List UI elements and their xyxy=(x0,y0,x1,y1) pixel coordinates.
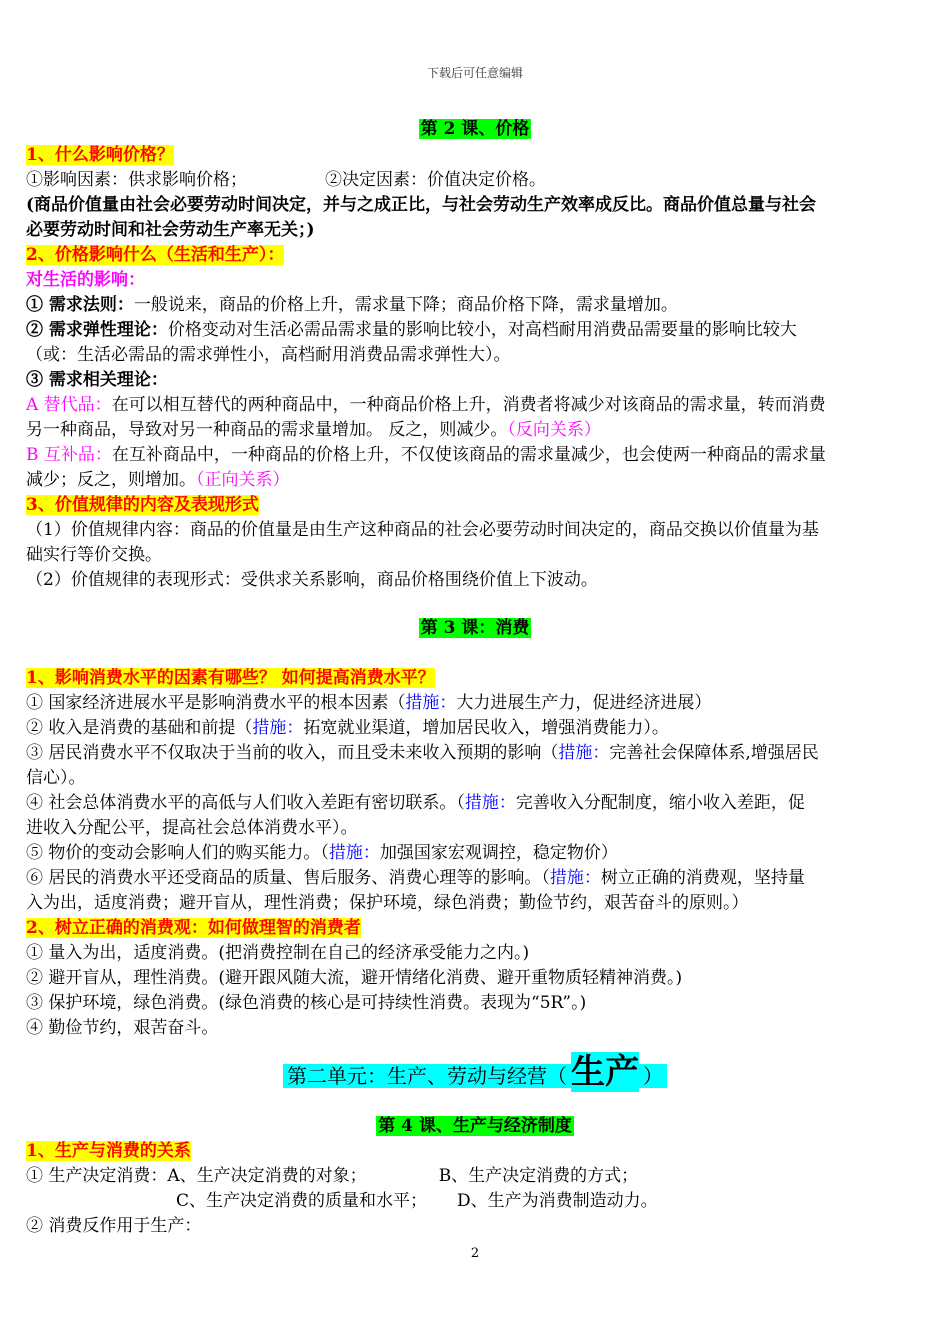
consumption-factor-1: ① 国家经济进展水平是影响消费水平的根本因素（措施：大力进展生产力，促进经济进展） xyxy=(26,693,712,713)
consumption-factor-5: ⑤ 物价的变动会影响人们的购买能力。（措施：加强国家宏观调控，稳定物价） xyxy=(26,843,618,863)
value-law-line-1: （1）价值规律内容：商品的价值量是由生产这种商品的社会必要劳动时间决定的，商品交换以价值量为基 xyxy=(26,520,819,540)
page-number: 2 xyxy=(470,1246,480,1261)
consumer-principle-1: ① 量入为出，适度消费。(把消费控制在自己的经济承受能力之内。) xyxy=(26,943,530,963)
elasticity-line: ② 需求弹性理论：价格变动对生活必需品需求量的影响比较小，对高档耐用消费品需要量的影响比较大 xyxy=(26,320,797,340)
complement-line-2: 减少；反之，则增加。（正向关系） xyxy=(26,470,290,490)
question-3-heading: 3、价值规律的内容及表现形式 xyxy=(26,495,259,515)
consumption-factor-6: ⑥ 居民的消费水平还受商品的质量、售后服务、消费心理等的影响。（措施：树立正确的消费观，坚持量 xyxy=(26,868,805,888)
consumer-principle-2: ② 避开盲从，理性消费。(避开跟风随大流，避开情绪化消费、避开重物质轻精神消费。) xyxy=(26,968,683,988)
consumer-principle-3: ③ 保护环境，绿色消费。(绿色消费的核心是可持续性消费。表现为“5R”。) xyxy=(26,993,587,1013)
consumption-factor-3: ③ 居民消费水平不仅取决于当前的收入，而且受未来收入预期的影响（措施：完善社会保障体系,增强居民 xyxy=(26,743,819,763)
production-relation-line-3: ② 消费反作用于生产： xyxy=(26,1216,202,1236)
consumption-factor-4-cont: 进收入分配公平，提高社会总体消费水平）。 xyxy=(26,818,358,838)
consumption-factor-4: ④ 社会总体消费水平的高低与人们收入差距有密切联系。（措施：完善收入分配制度，缩小收入差距，促 xyxy=(26,793,805,813)
page-header: 下载后可任意编辑 xyxy=(426,66,523,80)
related-demand-heading: ③ 需求相关理论： xyxy=(26,370,168,390)
consumption-factor-6-cont: 入为出，适度消费；避开盲从，理性消费；保护环境，绿色消费；勤俭节约，艰苦奋斗的原则。） xyxy=(26,893,749,913)
value-note-line-2: 必要劳动时间和社会劳动生产率无关；) xyxy=(26,220,315,240)
demand-law-line: ① 需求法则：一般说来，商品的价格上升，需求量下降；商品价格下降，需求量增加。 xyxy=(26,295,678,315)
life-impact-subheading: 对生活的影响： xyxy=(26,270,145,290)
consumption-question-1: 1、影响消费水平的因素有哪些？ 如何提高消费水平？ xyxy=(26,668,435,688)
substitute-line-1: A 替代品：在可以相互替代的两种商品中，一种商品价格上升，消费者将减少对该商品的需求量，转而消费 xyxy=(26,395,826,415)
lesson-2-title: 第 2 课、价格 xyxy=(420,119,530,139)
consumption-factor-2: ② 收入是消费的基础和前提（措施：拓宽就业渠道，增加居民收入，增强消费能力）。 xyxy=(26,718,669,738)
elasticity-line-2: （或：生活必需品的需求弹性小，高档耐用消费品需求弹性大）。 xyxy=(26,345,511,365)
lesson-4-title: 第 4 课、生产与经济制度 xyxy=(378,1116,572,1136)
price-factors-line: ①影响因素：供求影响价格； ②决定因素：价值决定价格。 xyxy=(26,170,546,190)
value-law-line-3: （2）价值规律的表现形式：受供求关系影响，商品价格围绕价值上下波动。 xyxy=(26,570,598,590)
production-relation-line-1: ① 生产决定消费：A、生产决定消费的对象； B、生产决定消费的方式； xyxy=(26,1166,639,1186)
lesson-3-title: 第 3 课：消费 xyxy=(420,618,530,638)
consumption-question-2: 2、树立正确的消费观：如何做理智的消费者 xyxy=(26,918,361,938)
value-law-line-2: 础实行等价交换。 xyxy=(26,545,162,565)
value-note-line-1: (商品价值量由社会必要劳动时间决定，并与之成正比，与社会劳动生产效率成反比。商品价值总量与社会 xyxy=(26,195,817,215)
production-question-1: 1、生产与消费的关系 xyxy=(26,1141,191,1161)
complement-line-1: B 互补品：在互补商品中，一种商品的价格上升，不仅使该商品的需求量减少，也会使两一种商品的需求量 xyxy=(26,445,826,465)
substitute-line-2: 另一种商品，导致对另一种商品的需求量增加。 反之，则减少。（反向关系） xyxy=(26,420,601,440)
consumption-factor-3-cont: 信心）。 xyxy=(26,768,86,788)
unit-2-title: 第二单元：生产、劳动与经营（ 生产 ） xyxy=(0,1044,950,1093)
production-relation-line-2: C、生产决定消费的质量和水平； D、生产为消费制造动力。 xyxy=(176,1191,658,1211)
question-1-heading: 1、什么影响价格？ xyxy=(26,145,174,165)
consumer-principle-4: ④ 勤俭节约，艰苦奋斗。 xyxy=(26,1018,219,1038)
question-2-heading: 2、价格影响什么（生活和生产）： xyxy=(26,245,285,265)
